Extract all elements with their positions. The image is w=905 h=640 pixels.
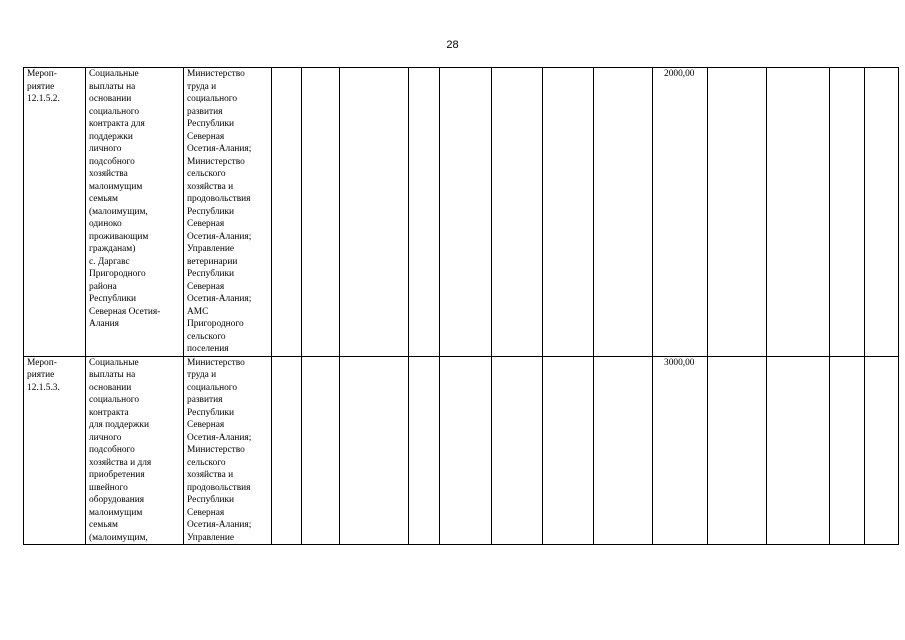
- empty-cell: [340, 356, 409, 545]
- empty-cell: [865, 356, 899, 545]
- activity-code-cell: Мероп- риятие 12.1.5.3.: [24, 356, 86, 545]
- table-row: [24, 68, 899, 357]
- empty-cell: [440, 356, 492, 545]
- amount-cell: 3000,00: [653, 356, 708, 545]
- empty-cell: [543, 356, 594, 545]
- executors-cell: Министерство труда и социального развития Республики Северная Осетия-Алания; Министерство сельского хозяйства и продовольствия Республики Северная Осетия-Алания; Управление ветеринарии Республики Северная Осетия-Алания; АМС Пригородного сельского поселения: [184, 68, 272, 357]
- table-row: [24, 356, 899, 545]
- activity-description-cell: Социальные выплаты на основании социального контракта для поддержки личного подсобного хозяйства и для приобретения швейного оборудования малоимущим семьям (малоимущим,: [86, 356, 184, 545]
- empty-cell: [594, 68, 653, 357]
- empty-cell: [492, 356, 543, 545]
- empty-cell: [440, 68, 492, 357]
- empty-cell: [830, 356, 865, 545]
- activity-code-cell: Мероп- риятие 12.1.5.2.: [24, 68, 86, 357]
- executors-cell: Министерство труда и социального развития Республики Северная Осетия-Алания; Министерство сельского хозяйства и продовольствия Республики Северная Осетия-Алания; Управление: [184, 356, 272, 545]
- empty-cell: [708, 356, 767, 545]
- empty-cell: [492, 68, 543, 357]
- amount-cell: 2000,00: [653, 68, 708, 357]
- empty-cell: [409, 68, 440, 357]
- empty-cell: [302, 356, 340, 545]
- empty-cell: [865, 68, 899, 357]
- activity-description-cell: Социальные выплаты на основании социального контракта для поддержки личного подсобного хозяйства малоимущим семьям (малоимущим, одиноко проживающим гражданам) с. Даргавс Пригородного района Республики Северная Осетия- Алания: [86, 68, 184, 357]
- budget-table: [23, 67, 899, 545]
- empty-cell: [767, 356, 830, 545]
- empty-cell: [708, 68, 767, 357]
- page-number: 28: [446, 39, 459, 51]
- empty-cell: [594, 356, 653, 545]
- empty-cell: [340, 68, 409, 357]
- empty-cell: [830, 68, 865, 357]
- empty-cell: [767, 68, 830, 357]
- empty-cell: [272, 356, 302, 545]
- empty-cell: [409, 356, 440, 545]
- empty-cell: [272, 68, 302, 357]
- empty-cell: [543, 68, 594, 357]
- empty-cell: [302, 68, 340, 357]
